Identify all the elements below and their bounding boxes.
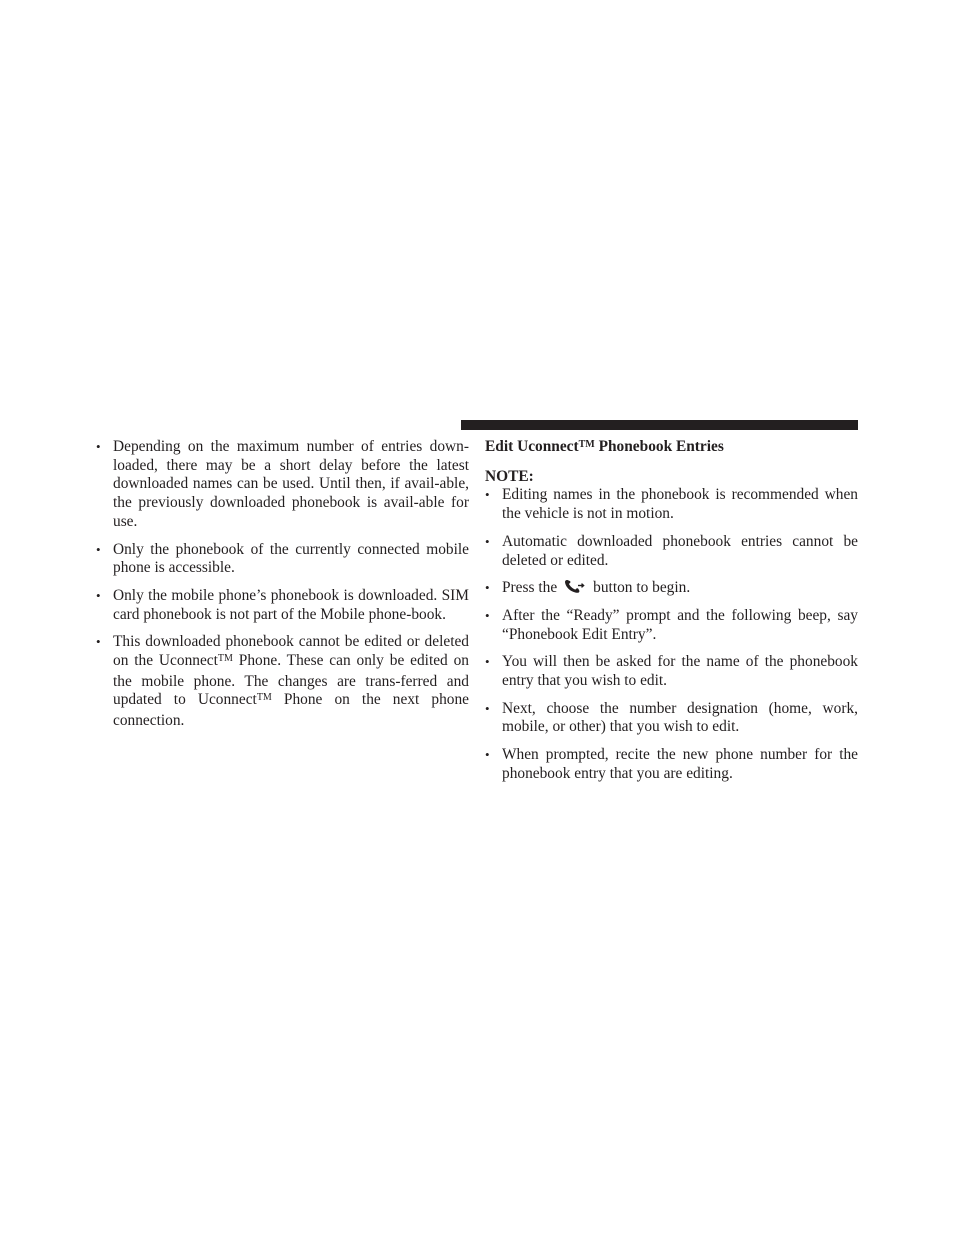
list-item (485, 579, 858, 598)
trademark-mark: TM (578, 439, 595, 450)
note-label: NOTE: (485, 467, 534, 485)
text-span: Phone. These can only be edited on the mobile phone. The changes are trans-ferred and updated to Uconnect (113, 652, 469, 709)
text-span: This downloaded phonebook cannot be edited or deleted on the Uconnect (113, 633, 469, 670)
heading-text: Edit Uconnect (485, 438, 579, 455)
list-item: • Editing names in the phonebook is recommended when the vehicle is not in motion. (485, 486, 858, 523)
list-item: • Only the mobile phone’s phonebook is downloaded. SIM card phonebook is not part of the Mobile phone-book. (96, 587, 469, 624)
left-bullet-list (96, 438, 469, 731)
list-item: • When prompted, recite the new phone number for the phonebook entry that you are editing. (485, 746, 858, 783)
text-span: Press the (502, 579, 558, 597)
text-span: Phone on the next phone connection. (113, 691, 469, 730)
section-heading (485, 438, 858, 459)
trademark-mark: TM (256, 692, 272, 704)
right-column (485, 438, 858, 793)
list-item: • Automatic downloaded phonebook entries cannot be deleted or edited. (485, 533, 858, 570)
left-column (96, 438, 469, 740)
heading-text: Phonebook Entries (594, 438, 724, 455)
list-item: • Depending on the maximum number of entries down-loaded, there may be a short delay before the latest downloaded names can be used. Until then, if avail-able, the previously downloaded phonebook is avail-able for use. (96, 438, 469, 532)
section-divider-bar (461, 420, 858, 430)
list-item: • You will then be asked for the name of the phonebook entry that you wish to edit. (485, 653, 858, 690)
list-item (96, 633, 469, 731)
list-item: • Next, choose the number designation (home, work, mobile, or other) that you wish to edit. (485, 700, 858, 737)
list-item: • Only the phonebook of the currently connected mobile phone is accessible. (96, 541, 469, 578)
trademark-mark: TM (217, 653, 233, 665)
text-span: button to begin. (593, 579, 691, 597)
right-bullet-list (485, 486, 858, 783)
phone-icon (563, 579, 585, 593)
list-item: • After the “Ready” prompt and the following beep, say “Phonebook Edit Entry”. (485, 607, 858, 644)
